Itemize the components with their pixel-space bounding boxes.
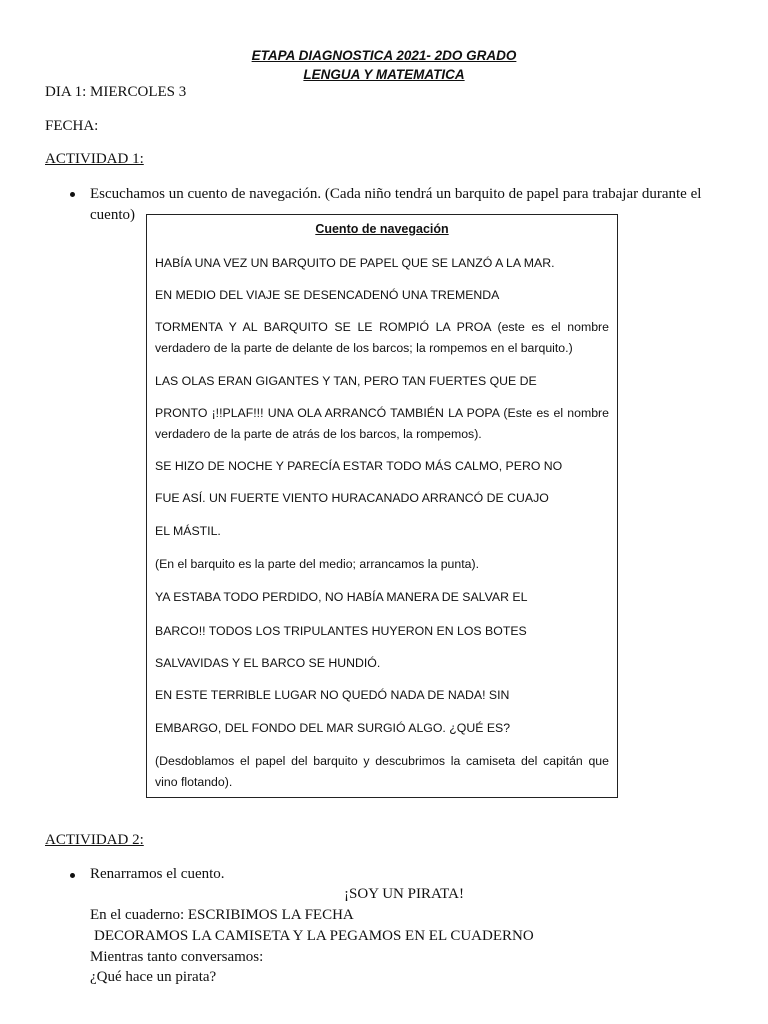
story-line: FUE ASÍ. UN FUERTE VIENTO HURACANADO ARRANCÓ DE CUAJO — [155, 491, 549, 505]
cuaderno-line-2: DECORAMOS LA CAMISETA Y LA PEGAMOS EN EL CUADERNO — [94, 928, 534, 944]
question-line: ¿Qué hace un pirata? — [90, 969, 217, 985]
bullet-icon — [70, 192, 75, 197]
document-title: ETAPA DIAGNOSTICA 2021- 2DO GRADO — [251, 48, 517, 63]
activity2-heading: ACTIVIDAD 2: — [45, 832, 144, 848]
story-line: HABÍA UNA VEZ UN BARQUITO DE PAPEL QUE SE LANZÓ A LA MAR. — [155, 256, 555, 270]
story-line: EN MEDIO DEL VIAJE SE DESENCADENÓ UNA TREMENDA — [155, 288, 500, 302]
story-line: PRONTO ¡!!PLAF!!! UNA OLA ARRANCÓ TAMBIÉN LA POPA (Este es el nombre verdadero de la parte de atrás de los barcos, la rompemos). — [155, 406, 609, 441]
story-line: EMBARGO, DEL FONDO DEL MAR SURGIÓ ALGO. ¿QUÉ ES? — [155, 721, 511, 735]
story-line: BARCO!! TODOS LOS TRIPULANTES HUYERON EN LOS BOTES — [155, 624, 527, 638]
activity2-bullet-text: Renarramos el cuento. — [90, 866, 225, 882]
fecha-label: FECHA: — [45, 118, 99, 134]
activity1-bullet-text: Escuchamos un cuento de navegación. (Cada niño tendrá un barquito de papel para trabajar durante el cuento) — [90, 186, 702, 223]
story-line: EN ESTE TERRIBLE LUGAR NO QUEDÓ NADA DE NADA! SIN — [155, 688, 510, 702]
story-line: EL MÁSTIL. — [155, 524, 221, 538]
document-subtitle: LENGUA Y MATEMATICA — [303, 67, 465, 82]
story-box — [146, 214, 618, 798]
story-line: (Desdoblamos el papel del barquito y descubrimos la camiseta del capitán que vino flotando). — [155, 754, 609, 789]
pirata-text: ¡SOY UN PIRATA! — [344, 886, 464, 902]
story-line: TORMENTA Y AL BARQUITO SE LE ROMPIÓ LA PROA (este es el nombre verdadero de la parte de delante de los barcos; la rompemos en el barquito.) — [155, 320, 609, 355]
activity1-heading: ACTIVIDAD 1: — [45, 151, 144, 167]
story-line: LAS OLAS ERAN GIGANTES Y TAN, PERO TAN FUERTES QUE DE — [155, 374, 537, 388]
story-line: SALVAVIDAS Y EL BARCO SE HUNDIÓ. — [155, 656, 381, 670]
story-title: Cuento de navegación — [315, 222, 449, 236]
story-line: YA ESTABA TODO PERDIDO, NO HABÍA MANERA DE SALVAR EL — [155, 590, 528, 604]
bullet-icon — [70, 873, 75, 878]
pirata-line — [0, 886, 768, 903]
mientras-line: Mientras tanto conversamos: — [90, 949, 264, 965]
story-line: SE HIZO DE NOCHE Y PARECÍA ESTAR TODO MÁS CALMO, PERO NO — [155, 459, 563, 473]
day-line: DIA 1: MIERCOLES 3 — [45, 84, 187, 100]
cuaderno-line-1: En el cuaderno: ESCRIBIMOS LA FECHA — [90, 907, 354, 923]
story-line: (En el barquito es la parte del medio; arrancamos la punta). — [155, 557, 479, 571]
